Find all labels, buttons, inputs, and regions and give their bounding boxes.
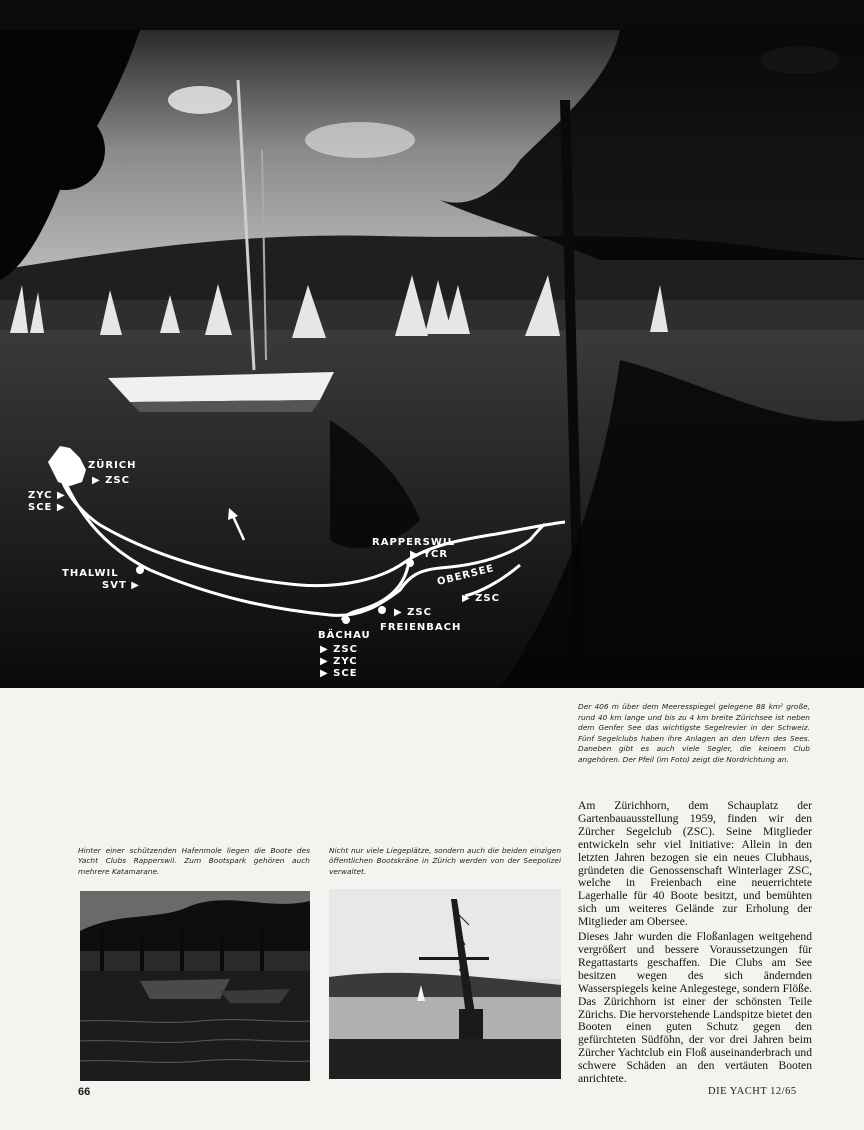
label-rapperswil: RAPPERSWIL [372,537,455,548]
label-freienbach-club: ▶ ZSC [394,607,432,618]
label-baechau-sce: ▶ SCE [320,668,358,679]
body-paragraph: Am Zürichhorn, dem Schauplatz der Gartenbauausstellung 1959, finden wir den Zürcher Segelclub (ZSC). Seine Mitglieder entwickeln sehr viel Initiative: Allein in den letzten Jahren bezogen sie ein neues Clubhaus, gründeten die Genossenschaft Winterlager ZSC, welche in Freienbach eine neuerrichtete Lagerhalle für 40 Boote besitzt, und bemühten sich um weiteres Gelände zur Erholung der Mitglieder am Obersee. [578,799,812,929]
label-svt: SVT ▶ [102,580,140,591]
cloud [168,86,232,114]
harbour-photo [80,891,310,1081]
label-ycr: ▶ YCR [410,549,449,560]
journal-title: DIE YACHT 12/65 [708,1086,797,1097]
label-baechau-zsc: ▶ ZSC [320,644,358,655]
page-number: 66 [78,1086,91,1098]
body-paragraph: Dieses Jahr wurden die Floßanlagen weitgehend vergrößert und bessere Voraussetzungen für Regattastarts geschaffen. Die Clubs am See besitzen wegen des sich ändernden Wasserspiegels keine Anlegestege, sondern Flöße. Das Zürichhorn ist einer der schönsten Teile Zürichs. Die hervorstehende Landspitze bietet den Booten einen guten Schutz gegen den gefürchteten Südföhn, der vor drei Jahren beim Zürcher Yachtclub ein Floß auseinanderbrach und schwere Schäden an den vertäuten Booten anrichtete. [578,930,812,1086]
label-zurich-club: ▶ ZSC [92,475,130,486]
crane-photo [329,889,561,1079]
label-obersee-club: ▶ ZSC [462,593,500,604]
label-thalwil: THALWIL [62,568,119,579]
label-zurich: ZÜRICH [88,460,137,471]
label-freienbach: FREIENBACH [380,622,462,633]
main-photo-caption: Der 406 m über dem Meeresspiegel gelegene 88 km² große, rund 40 km lange und bis zu 4 km breite Zürichsee ist neben dem Genfer See das wichtigste Segelrevier in der Schweiz. Fünf Segelclubs haben ihre Anlagen an den Ufern des Sees. Daneben gibt es auch viele Segler, die keinem Club angehören. Der Pfeil (im Foto) zeigt die Nordrichtung an. [578,702,810,764]
label-baechau: BÄCHAU [318,630,371,641]
label-baechau-zyc: ▶ ZYC [320,656,358,667]
label-sce: SCE ▶ [28,502,66,513]
label-zyc: ZYC ▶ [28,490,66,501]
harbour-photo-caption: Hinter einer schützenden Hafenmole liegen die Boote des Yacht Clubs Rapperswil. Zum Bootspark gehören auch mehrere Katamarane. [78,846,310,876]
article-body [578,800,812,1088]
cloud [305,122,415,158]
label-obersee: OBERSEE [436,563,496,588]
crane-photo-caption: Nicht nur viele Liegeplätze, sondern auch die beiden einzigen öffentlichen Bootskräne in Zürich werden von der Seepolizei verwaltet. [329,846,561,876]
